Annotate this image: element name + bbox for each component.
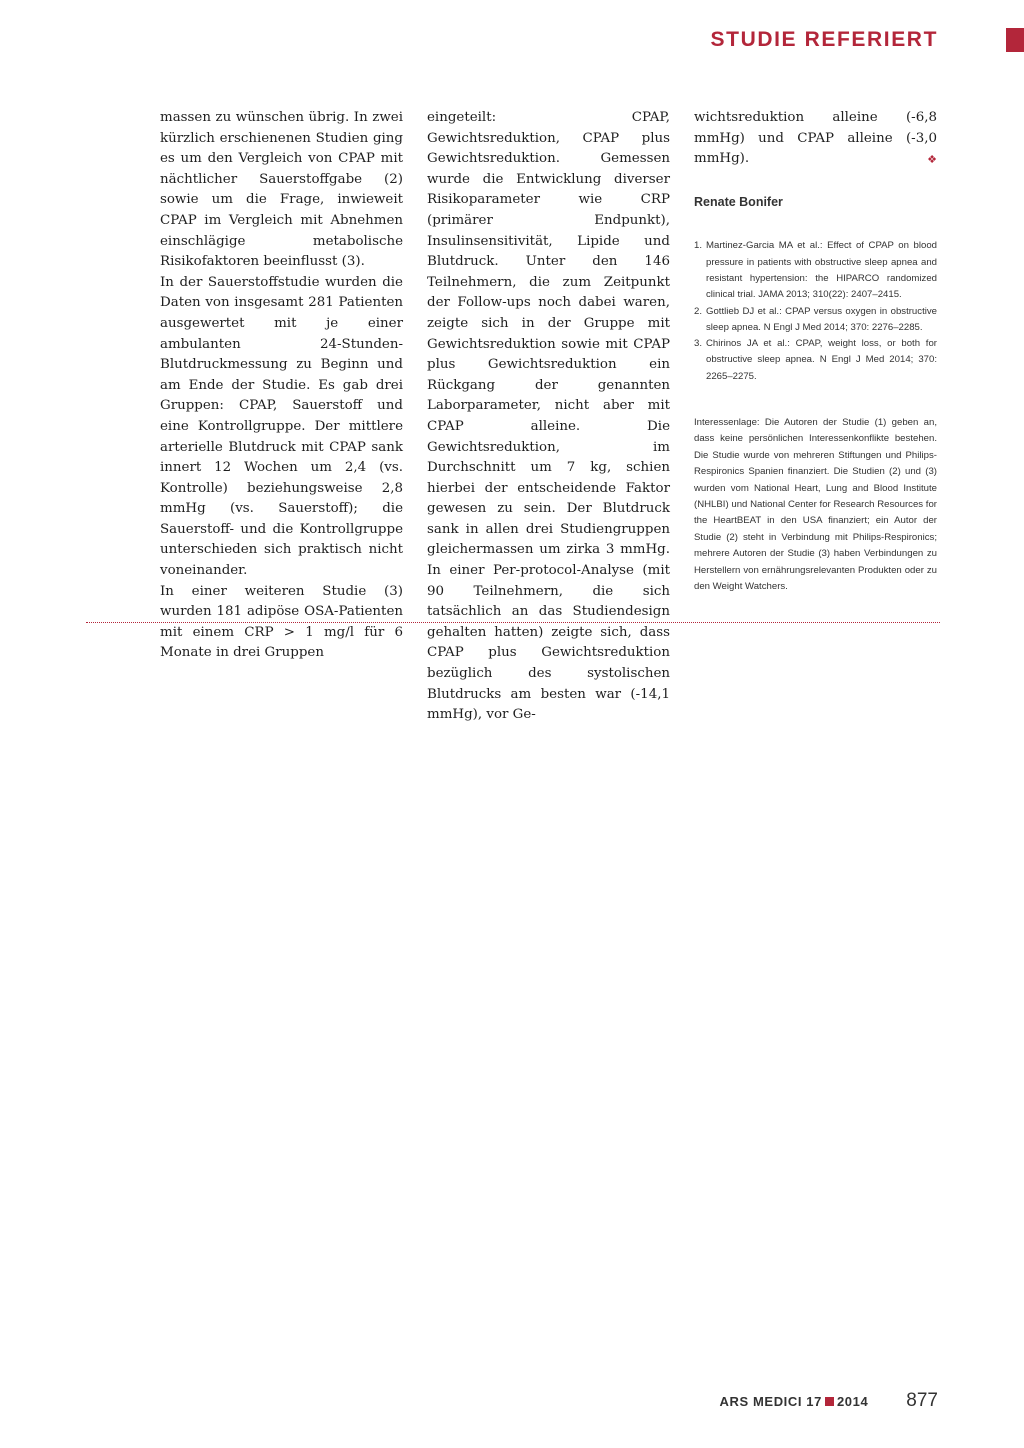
reference-list xyxy=(694,238,937,385)
author-name: Renate Bonifer xyxy=(694,194,783,209)
text-column-1 xyxy=(160,108,403,664)
reference-number: 1. xyxy=(694,240,703,252)
page-footer xyxy=(720,1390,938,1412)
paragraph: In der Sauerstoffstudie wurden die Daten von insgesamt 281 Patienten ausgewertet mit je einer ambulanten 24-Stunden-Blutdruckmessung zu Beginn und am Ende der Studie. Es gab drei Gruppen: CPAP, Sauerstoff und eine Kontrollgruppe. Der mittlere arterielle Blutdruck mit CPAP sank innert 12 Wochen um 2,4 (vs. Kontrolle) beziehungsweise 2,8 mmHg (vs. Sauerstoff); die Sauerstoff- und die Kontrollgruppe unterschieden sich praktisch nicht voneinander. xyxy=(160,274,403,579)
section-tab-marker xyxy=(1006,28,1024,52)
conflict-of-interest-note: Interessenlage: Die Autoren der Studie (1) geben an, dass keine persönlichen Interessenkonflikte bestehen. Die Studie wurde von mehreren Stiftungen und Philips-Respironics Spanien finanziert. Die Studien (2) und (3) wurden vom National Heart, Lung and Blood Institute (NHLBI) und National Center for Research Resources for the HeartBEAT in den USA finanziert; ein Autor der Studie (2) steht in Verbindung mit Philips-Respironics; mehrere Autoren der Studie (3) haben Verbindungen zu Herstellern von ernährungsrelevanten Produkten oder zu den Weight Watchers. xyxy=(694,417,937,593)
paragraph: massen zu wünschen übrig. In zwei kürzlich erschienenen Studien ging es um den Vergleich von CPAP mit nächtlicher Sauerstoffgabe (2) sowie um die Frage, inwieweit CPAP im Vergleich mit Abnehmen einschlägige metabolische Risikofaktoren beeinflusst (3). xyxy=(160,110,403,270)
section-header: STUDIE REFERIERT xyxy=(710,28,938,51)
paragraph xyxy=(694,108,937,170)
end-of-article-icon: ❖ xyxy=(927,153,937,167)
paragraph: eingeteilt: CPAP, Gewichtsreduktion, CPAP plus Gewichtsreduktion. Gemessen wurde die Entwicklung diverser Risikoparameter wie CRP (primärer Endpunkt), Insulinsensitivität, Lipide und Blutdruck. Unter den 146 Teilnehmern, die zum Zeitpunkt der Follow-ups noch dabei waren, zeigte sich in der Gruppe mit Gewichtsreduktion sowie mit CPAP plus Gewichtsreduktion ein Rückgang der genannten Laborparameter, nicht aber mit CPAP alleine. Die Gewichtsreduktion, im Durchschnitt um 7 kg, schien hierbei der entscheidende Faktor gewesen zu sein. Der Blutdruck sank in allen drei Studiengruppen gleichermassen um zirka 3 mmHg. In einer Per-protocol-Analyse (mit 90 Teilnehmern, die sich tatsächlich an das Studiendesign gehalten hatten) zeigte sich, dass CPAP plus Gewichtsreduktion bezüglich des systolischen Blutdrucks am besten war (-14,1 mmHg), vor Ge- xyxy=(427,110,670,723)
square-separator-icon xyxy=(825,1397,834,1406)
reference-item xyxy=(694,304,937,337)
paragraph: In einer weiteren Studie (3) wurden 181 adipöse OSA-Patienten mit einem CRP > 1 mg/l für 6 Monate in drei Gruppen xyxy=(160,583,403,661)
page-number: 877 xyxy=(906,1390,938,1411)
reference-number: 2. xyxy=(694,305,703,317)
text-column-3 xyxy=(694,108,937,596)
text-column-2 xyxy=(427,108,670,726)
journal-issue: ARS MEDICI 17 xyxy=(719,1394,822,1409)
reference-text: Martinez-Garcia MA et al.: Effect of CPAP on blood pressure in patients with obstructive sleep apnea and resistant hypertension: the HIPARCO randomized clinical trial. JAMA 2013; 310(22): 2407–2415. xyxy=(706,240,937,301)
journal-year: 2014 xyxy=(836,1394,869,1409)
paragraph-text: wichtsreduktion alleine (-6,8 mmHg) und CPAP alleine (-3,0 mmHg). xyxy=(694,110,937,167)
reference-item xyxy=(694,336,937,385)
section-divider xyxy=(86,622,940,623)
reference-item xyxy=(694,238,937,303)
reference-text: Gottlieb DJ et al.: CPAP versus oxygen in obstructive sleep apnea. N Engl J Med 2014; 370: 2276–2285. xyxy=(706,305,937,333)
reference-text: Chirinos JA et al.: CPAP, weight loss, or both for obstructive sleep apnea. N Engl J Med 2014; 370: 2265–2275. xyxy=(706,338,937,382)
reference-number: 3. xyxy=(694,338,703,350)
